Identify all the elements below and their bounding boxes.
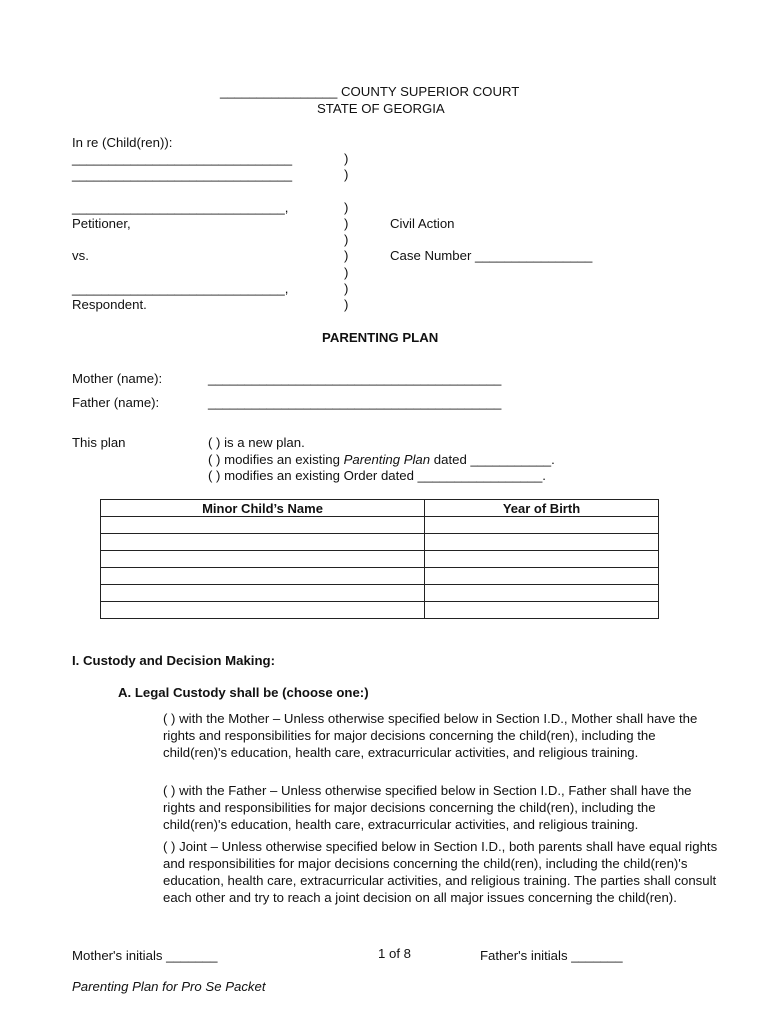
plan-option-modifies-order: ( ) modifies an existing Order dated _________________.: [208, 468, 546, 483]
packet-footer: Parenting Plan for Pro Se Packet: [72, 979, 266, 994]
father-initials: Father's initials _______: [480, 948, 623, 963]
petitioner-blank: _____________________________,: [72, 200, 289, 215]
child-name-cell: [101, 551, 425, 568]
year-of-birth-cell: [425, 568, 659, 585]
caption-paren: ): [344, 248, 349, 263]
child-name-cell: [101, 585, 425, 602]
child-name-cell: [101, 602, 425, 619]
plan-option-modifies-plan-italic: Parenting Plan: [343, 452, 431, 467]
caption-paren: ): [344, 265, 349, 280]
year-of-birth-cell: [425, 602, 659, 619]
table-row: [101, 585, 659, 602]
table-header-row: [101, 500, 659, 517]
plan-option-modifies-plan: [208, 452, 555, 468]
table-row: [101, 602, 659, 619]
caption-paren: ): [344, 297, 349, 312]
child-name-cell: [101, 568, 425, 585]
plan-label: This plan: [72, 435, 126, 450]
in-re-label: In re (Child(ren)):: [72, 135, 173, 150]
section-heading-custody: I. Custody and Decision Making:: [72, 653, 275, 668]
page-number: 1 of 8: [378, 946, 411, 961]
caption-paren: ): [344, 216, 349, 231]
case-number-field: Case Number ________________: [390, 248, 593, 263]
custody-option-father: ( ) with the Father – Unless otherwise specified below in Section I.D., Father shall have the rights and responsibilities for major decisions concerning the child(ren), including the child(ren)'s education, health care, extracurricular activities, and religious training.: [163, 783, 692, 832]
minor-children-table: [100, 499, 659, 619]
plan-option-new: ( ) is a new plan.: [208, 435, 305, 450]
child-blank-2: ______________________________: [72, 167, 293, 182]
respondent-label: Respondent.: [72, 297, 147, 312]
mother-initials: Mother's initials _______: [72, 948, 218, 963]
table-row: [101, 568, 659, 585]
document-title: PARENTING PLAN: [322, 330, 439, 345]
respondent-blank: _____________________________,: [72, 281, 289, 296]
caption-paren: ): [344, 232, 349, 247]
custody-option-mother: ( ) with the Mother – Unless otherwise specified below in Section I.D., Mother shall have the rights and responsibilities for major decisions concerning the child(ren), including the child(ren)'s education, health care, extracurricular activities, and religious training.: [163, 711, 698, 760]
year-of-birth-cell: [425, 551, 659, 568]
caption-paren: ): [344, 151, 349, 166]
mother-name-blank: ________________________________________: [208, 371, 502, 386]
table-row: [101, 517, 659, 534]
father-name-label: Father (name):: [72, 395, 160, 410]
petitioner-label: Petitioner,: [72, 216, 131, 231]
subsection-heading-legal-custody: A. Legal Custody shall be (choose one:): [118, 685, 369, 700]
father-name-blank: ________________________________________: [208, 395, 502, 410]
year-of-birth-cell: [425, 517, 659, 534]
table-row: [101, 551, 659, 568]
column-header-child-name: Minor Child’s Name: [101, 500, 425, 517]
plan-option-modifies-plan-post: dated ___________.: [430, 452, 555, 467]
plan-option-modifies-plan-pre: ( ) modifies an existing: [208, 452, 344, 467]
table-row: [101, 534, 659, 551]
year-of-birth-cell: [425, 534, 659, 551]
custody-option-joint: ( ) Joint – Unless otherwise specified below in Section I.D., both parents shall have equal rights and responsibilities for major decisions concerning the child(ren), including the child(ren)'s education, health care, extracurricular activities, and religious training. The parties shall consult each other and try to reach a joint decision on all major issues concerning the child(ren).: [163, 839, 718, 905]
civil-action-label: Civil Action: [390, 216, 455, 231]
caption-paren: ): [344, 200, 349, 215]
state-line: STATE OF GEORGIA: [317, 101, 445, 116]
court-line: ________________ COUNTY SUPERIOR COURT: [220, 84, 520, 99]
column-header-year-of-birth: Year of Birth: [425, 500, 659, 517]
child-name-cell: [101, 534, 425, 551]
child-blank-1: ______________________________: [72, 151, 293, 166]
caption-paren: ): [344, 167, 349, 182]
year-of-birth-cell: [425, 585, 659, 602]
vs-label: vs.: [72, 248, 89, 263]
child-name-cell: [101, 517, 425, 534]
caption-paren: ): [344, 281, 349, 296]
mother-name-label: Mother (name):: [72, 371, 163, 386]
